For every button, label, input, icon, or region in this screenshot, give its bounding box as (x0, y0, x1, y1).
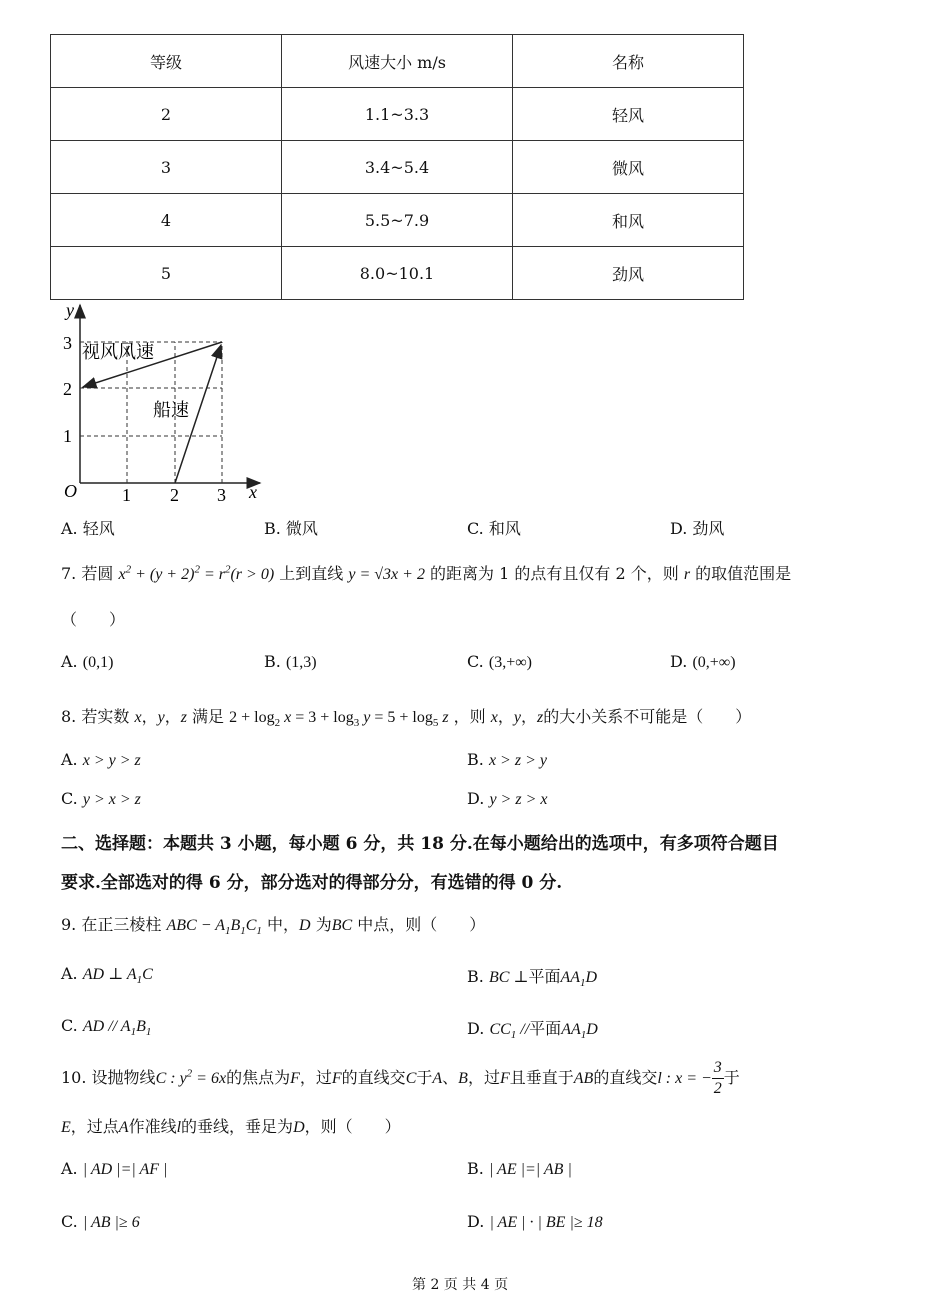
q9-option-b: B. BC ⊥平面$AA_1D$ (467, 967, 598, 990)
table-cell: 3.4~5.4 (282, 141, 513, 194)
table-cell: 5 (51, 247, 282, 300)
table-row (51, 88, 744, 141)
x-axis-label: x (249, 482, 257, 502)
q8-option-c: C. y > x > z (61, 789, 141, 808)
q6-option-b: B. 微风 (264, 519, 318, 538)
q6-option-a: A. 轻风 (61, 519, 115, 538)
q7-paren: （ ） (61, 610, 126, 629)
table-cell: 和风 (513, 194, 744, 247)
q9-stem: 9. 在正三棱柱 ABC − $A_1B_1C_1$ 中，D 为BC 中点，则（ ） (61, 915, 486, 938)
fraction-three-halves: $\frac{3}{2}$ (713, 1059, 722, 1097)
x-tick-label: 1 (122, 485, 131, 505)
table-row (51, 141, 744, 194)
line-equation: y = √3x + 2 (348, 566, 425, 583)
q10-stem-line1: 10. 设抛物线C : $y^2 = 6x$的焦点为F，过F的直线交C于A、B，过F且垂直于AB的直线交l : x = − $\frac{3}{2}$ 于 (61, 1059, 740, 1097)
q7-option-d: D. (0,+∞) (670, 652, 736, 671)
wind-vector-figure (50, 300, 280, 510)
q7-option-a: A. (0,1) (61, 652, 114, 671)
grid-lines (80, 342, 222, 483)
q9-option-d: D. $CC_1$ //平面$AA_1D$ (467, 1019, 598, 1042)
table-cell: 微风 (513, 141, 744, 194)
q6-option-d: D. 劲风 (670, 519, 725, 538)
q8-option-d: D. y > z > x (467, 789, 548, 808)
y-axis-label: y (66, 300, 74, 320)
table-header-cell: 等级 (51, 35, 282, 88)
section2-line1: 二、选择题：本题共 3 小题，每小题 6 分，共 18 分.在每小题给出的选项中，有多项符合题目 (61, 834, 779, 854)
table-header-cell: 风速大小 m/s (282, 35, 513, 88)
ship-speed-label: 船速 (153, 400, 189, 421)
apparent-wind-label: 视风风速 (82, 342, 154, 363)
table-cell: 8.0~10.1 (282, 247, 513, 300)
q8-option-b: B. x > z > y (467, 750, 547, 769)
q9-option-c: C. AD // $A_1B_1$ (61, 1016, 152, 1039)
origin-label: O (64, 481, 77, 501)
table-cell: 5.5~7.9 (282, 194, 513, 247)
table-cell: 4 (51, 194, 282, 247)
q9-option-a: A. AD ⊥ $A_1C$ (61, 964, 153, 987)
q7-stem: 7. 若圆 $x^2 + (y + 2)^2 = r^2(r > 0)$ 上到直线 y = √3x + 2 的距离为 1 的点有且仅有 2 个，则 r 的取值范围是 (61, 563, 792, 583)
x-tick-label: 2 (170, 485, 179, 505)
q10-option-b: B. | AE |=| AB | (467, 1159, 572, 1178)
q7-option-c: C. (3,+∞) (467, 652, 532, 671)
table-cell: 轻风 (513, 88, 744, 141)
q10-option-d: D. | AE | · | BE |≥ 18 (467, 1212, 603, 1231)
page-number: 第 2 页 共 4 页 (412, 1277, 509, 1293)
q10-option-a: A. | AD |=| AF | (61, 1159, 168, 1178)
q6-option-c: C. 和风 (467, 519, 521, 538)
y-tick-label: 2 (63, 379, 72, 399)
log-equation: $2 + \log_2 x = 3 + \log_3 y = 5 + \log_5 z$ (229, 709, 449, 730)
circle-equation: $x^2 + (y + 2)^2 = r^2(r > 0)$ (118, 563, 275, 583)
table-cell: 2 (51, 88, 282, 141)
section2-line2: 要求.全部选对的得 6 分，部分选对的得部分分，有选错的得 0 分. (61, 873, 563, 893)
table-cell: 1.1~3.3 (282, 88, 513, 141)
table-row (51, 247, 744, 300)
table-row (51, 194, 744, 247)
q8-stem: 8. 若实数 x，y，z 满足 $2 + \log_2 x = 3 + \log_3 y = 5 + \log_5 z$ ，则 x，y，z的大小关系不可能是（ ） (61, 707, 752, 730)
table-header-row (51, 35, 744, 88)
table-header-cell: 名称 (513, 35, 744, 88)
q8-option-a: A. x > y > z (61, 750, 141, 769)
y-tick-label: 1 (63, 426, 72, 446)
table-cell: 3 (51, 141, 282, 194)
q10-stem-line2: E，过点A作准线l的垂线，垂足为D，则（ ） (61, 1117, 401, 1136)
y-tick-label: 3 (63, 333, 72, 353)
x-tick-label: 3 (217, 485, 226, 505)
table-cell: 劲风 (513, 247, 744, 300)
wind-scale-table (50, 34, 744, 300)
q10-option-c: C. | AB |≥ 6 (61, 1212, 140, 1231)
q7-option-b: B. (1,3) (264, 652, 317, 671)
